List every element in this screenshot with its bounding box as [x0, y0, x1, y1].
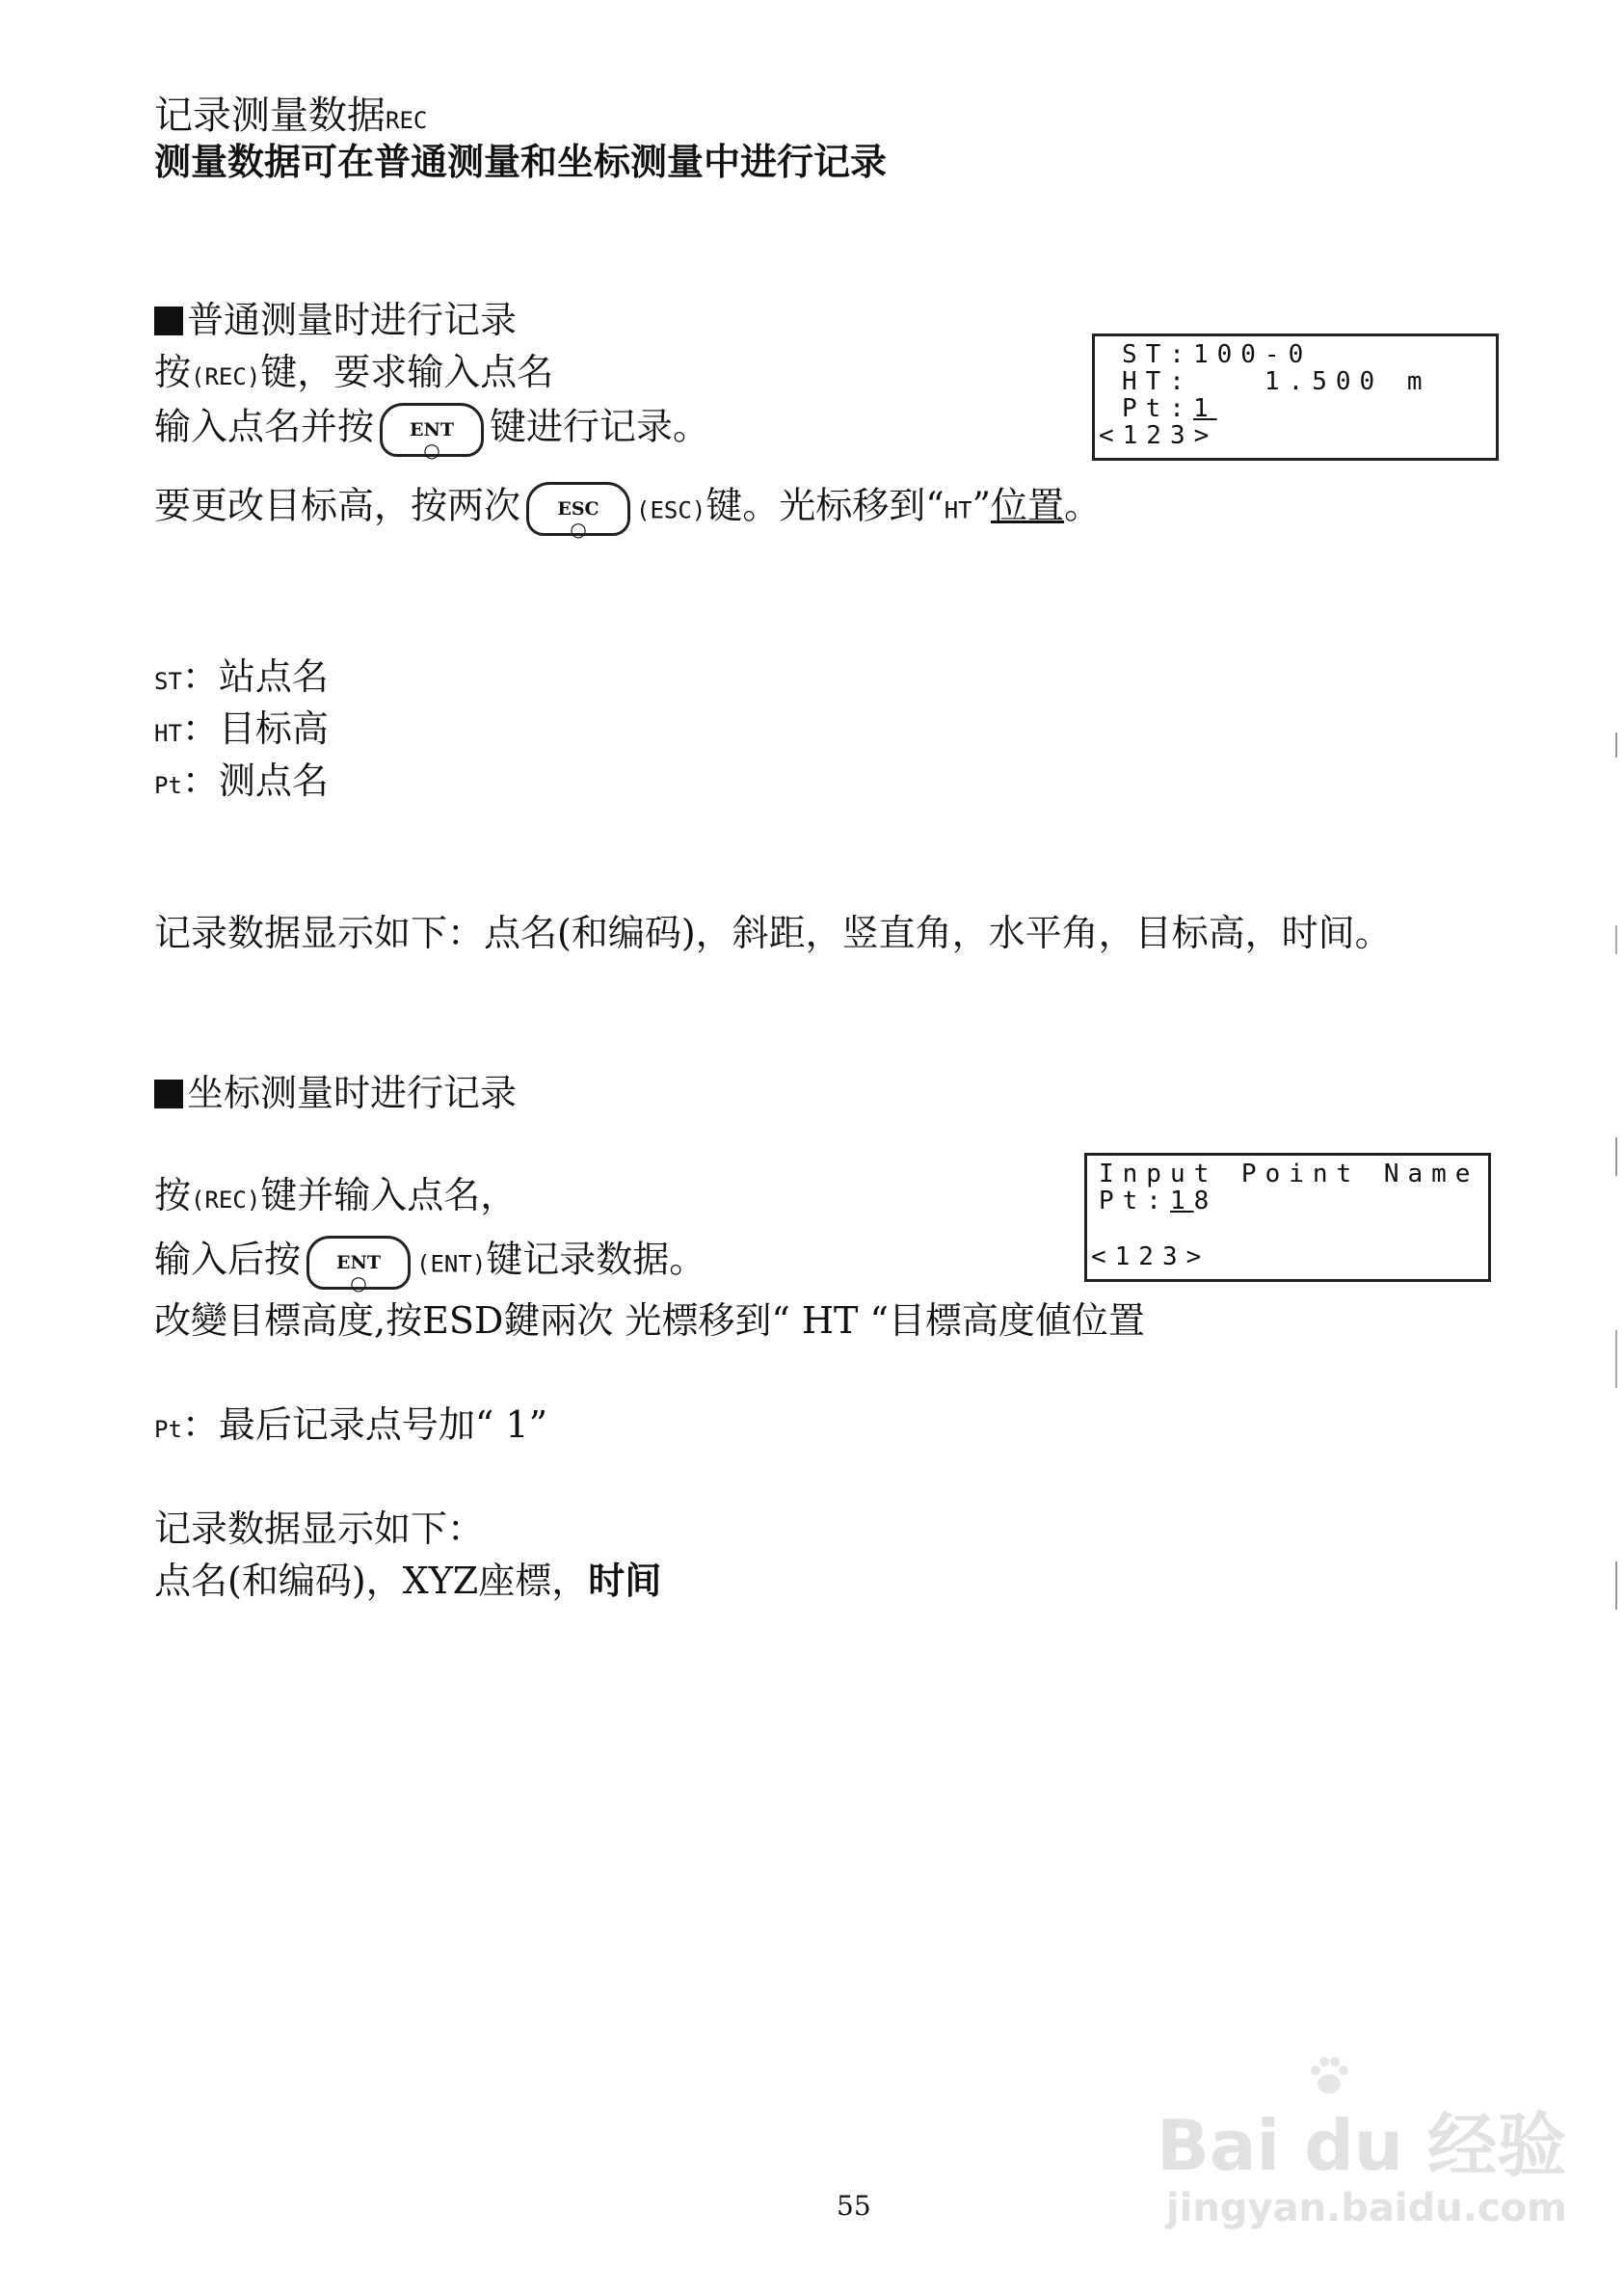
- square-bullet-icon: [154, 1080, 183, 1108]
- esc-key-label: ESC: [557, 498, 599, 520]
- esc-key-text: (ESC): [636, 496, 706, 524]
- s2l2-c: 键记录数据。: [486, 1238, 706, 1281]
- s1l3-e: ”: [972, 484, 992, 527]
- baidu-watermark-logo: Bai du 经验: [1157, 2105, 1567, 2186]
- s1l2-a: 输入点名并按: [154, 405, 375, 448]
- ent-key-text: (ENT): [416, 1250, 487, 1278]
- ent-key-circle: ○: [423, 439, 440, 462]
- section1-record-info: 记录数据显示如下：点名(和编码)，斜距，竖直角，水平角，目标高，时间。: [154, 912, 1392, 954]
- page-number: 55: [837, 2190, 871, 2222]
- ent-key-icon: [306, 1236, 411, 1294]
- lcd-display-2: [1084, 1153, 1491, 1282]
- section2-line1: [154, 1174, 517, 1221]
- esc-key-circle: ○: [570, 518, 587, 541]
- page-subtitle: 测量数据可在普通测量和坐标测量中进行记录: [154, 140, 888, 183]
- section1-line3: [154, 482, 1102, 541]
- section2-line2: [154, 1236, 706, 1294]
- square-bullet-icon: [154, 307, 183, 335]
- def-code: Pt: [154, 772, 182, 799]
- s1l2-b: 键进行记录。: [490, 405, 710, 448]
- baidu-watermark-url: jingyan.baidu.com: [1166, 2186, 1567, 2230]
- title-suffix: REC: [386, 107, 428, 134]
- ent-key-label: ENT: [336, 1252, 382, 1273]
- lcd1-row1: ST:100-0: [1122, 340, 1313, 369]
- paw-icon: [1306, 2053, 1352, 2099]
- def-sep: ：: [181, 707, 219, 750]
- ent-key-icon: [380, 403, 484, 462]
- section2-pt-note: [154, 1403, 547, 1451]
- s2l1-c: 键并输入点名，: [260, 1174, 518, 1216]
- lcd1-cursor: 1: [1192, 394, 1217, 423]
- def-sep: ：: [181, 760, 219, 802]
- s1l1-c: 键，要求输入点名: [260, 351, 554, 393]
- lcd2-cursor: 1: [1169, 1187, 1194, 1215]
- section1-title: [154, 299, 517, 341]
- def-label: 目标高: [218, 707, 329, 750]
- def-code: HT: [154, 720, 182, 747]
- s2l1-a: 按: [154, 1174, 192, 1216]
- ent-key-circle: ○: [350, 1271, 367, 1294]
- lcd1-row3-prefix: Pt:: [1122, 394, 1193, 423]
- def-code: ST: [154, 668, 182, 695]
- section1-title-text: 普通测量时进行记录: [187, 299, 518, 341]
- lcd2-row2-prefix: Pt:: [1099, 1187, 1170, 1215]
- lcd1-row2: HT: 1.500 m: [1122, 367, 1431, 396]
- def-sep: ：: [181, 655, 219, 698]
- lcd1-row4: <123>: [1099, 421, 1218, 450]
- s1l1-a: 按: [154, 351, 192, 393]
- def-st: [154, 655, 329, 703]
- section2-title: [154, 1072, 517, 1114]
- s1l3-g: 。: [1064, 484, 1102, 527]
- def-label: 站点名: [218, 655, 329, 698]
- lcd2-row1: Input Point Name: [1099, 1160, 1479, 1188]
- section2-record1: 记录数据显示如下：: [154, 1508, 485, 1550]
- section2-title-text: 坐标测量时进行记录: [187, 1072, 518, 1114]
- lcd-display-1: [1092, 334, 1499, 461]
- s1l3-c: 键。光标移到“: [706, 484, 945, 527]
- def-label: 测点名: [218, 760, 329, 802]
- section2-record2: [154, 1560, 661, 1602]
- esc-key-icon: [526, 482, 630, 541]
- rec-key-label: (REC): [191, 1187, 261, 1214]
- rec-key-label: (REC): [191, 363, 261, 390]
- def-ht: [154, 707, 329, 755]
- record2-b: 时间: [588, 1559, 662, 1602]
- pt-note-text: ：最后记录点号加“ 1”: [181, 1403, 548, 1446]
- s1l3-a: 要更改目标高，按两次: [154, 484, 521, 527]
- section2-line3: 改變目標高度,按ESD鍵兩次 光標移到“ HT “目標高度値位置: [154, 1299, 1145, 1342]
- record2-a: 点名(和编码)，XYZ座標，: [154, 1560, 589, 1602]
- page-title: [154, 85, 427, 140]
- section1-line2: [154, 403, 710, 462]
- scan-marks: [1615, 733, 1617, 1696]
- ent-key-label: ENT: [410, 419, 455, 440]
- s1l3-ht: HT: [944, 496, 972, 524]
- s1l3-f: 位置: [991, 484, 1065, 527]
- lcd2-row3: <123>: [1091, 1242, 1211, 1271]
- lcd2-row2-rest: 8: [1193, 1187, 1218, 1215]
- s2l2-a: 输入后按: [154, 1238, 302, 1281]
- lcd1-row3: [1122, 394, 1217, 423]
- lcd2-row2: [1099, 1187, 1217, 1215]
- section1-line1: [154, 351, 553, 398]
- def-pt: [154, 760, 329, 807]
- pt-code: Pt: [154, 1416, 182, 1443]
- title-text: 记录测量数据: [154, 93, 386, 138]
